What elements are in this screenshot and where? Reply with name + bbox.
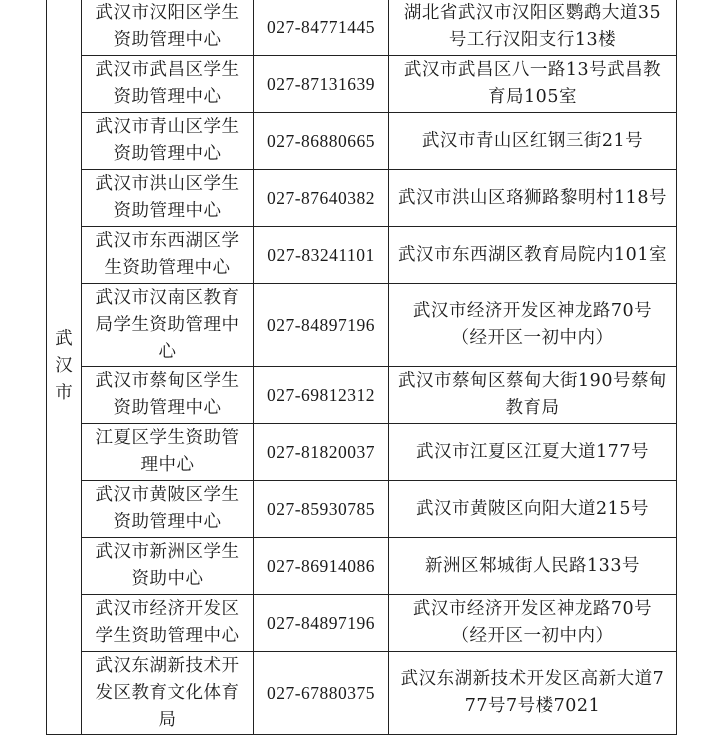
center-phone: 027-86914086 [254,538,389,595]
center-phone: 027-86880665 [254,113,389,170]
center-name: 武汉市洪山区学生资助管理中心 [82,170,254,227]
city-cell [47,0,82,735]
center-name: 武汉市汉阳区学生资助管理中心 [82,0,254,56]
center-phone: 027-83241101 [254,227,389,284]
center-name: 武汉市青山区学生资助管理中心 [82,113,254,170]
center-phone: 027-84897196 [254,284,389,367]
center-address: 武汉市江夏区江夏大道177号 [389,424,677,481]
center-address: 武汉市青山区红钢三街21号 [389,113,677,170]
center-phone: 027-81820037 [254,424,389,481]
center-name: 武汉东湖新技术开发区教育文化体育局 [82,652,254,735]
center-phone: 027-67880375 [254,652,389,735]
center-name: 武汉市新洲区学生资助中心 [82,538,254,595]
funding-center-contact-table [46,0,677,735]
center-address: 武汉市蔡甸区蔡甸大街190号蔡甸教育局 [389,367,677,424]
center-name: 武汉市蔡甸区学生资助管理中心 [82,367,254,424]
center-address: 武汉市经济开发区神龙路70号（经开区一初中内） [389,284,677,367]
city-label: 武汉市 [55,329,74,403]
center-address: 武汉市武昌区八一路13号武昌教育局105室 [389,56,677,113]
center-phone: 027-84771445 [254,0,389,56]
center-phone: 027-69812312 [254,367,389,424]
center-name: 武汉市武昌区学生资助管理中心 [82,56,254,113]
center-phone: 027-84897196 [254,595,389,652]
center-name: 武汉市经济开发区学生资助管理中心 [82,595,254,652]
center-address: 武汉东湖新技术开发区高新大道777号7号楼7021 [389,652,677,735]
center-phone: 027-87640382 [254,170,389,227]
center-address: 武汉市洪山区珞狮路黎明村118号 [389,170,677,227]
center-name: 武汉市黄陂区学生资助管理中心 [82,481,254,538]
center-name: 武汉市汉南区教育局学生资助管理中心 [82,284,254,367]
center-address: 湖北省武汉市汉阳区鹦鹉大道35号工行汉阳支行13楼 [389,0,677,56]
center-address: 武汉市经济开发区神龙路70号（经开区一初中内） [389,595,677,652]
center-address: 武汉市黄陂区向阳大道215号 [389,481,677,538]
center-address: 武汉市东西湖区教育局院内101室 [389,227,677,284]
center-phone: 027-87131639 [254,56,389,113]
center-phone: 027-85930785 [254,481,389,538]
center-name: 江夏区学生资助管理中心 [82,424,254,481]
center-name: 武汉市东西湖区学生资助管理中心 [82,227,254,284]
center-address: 新洲区邾城街人民路133号 [389,538,677,595]
